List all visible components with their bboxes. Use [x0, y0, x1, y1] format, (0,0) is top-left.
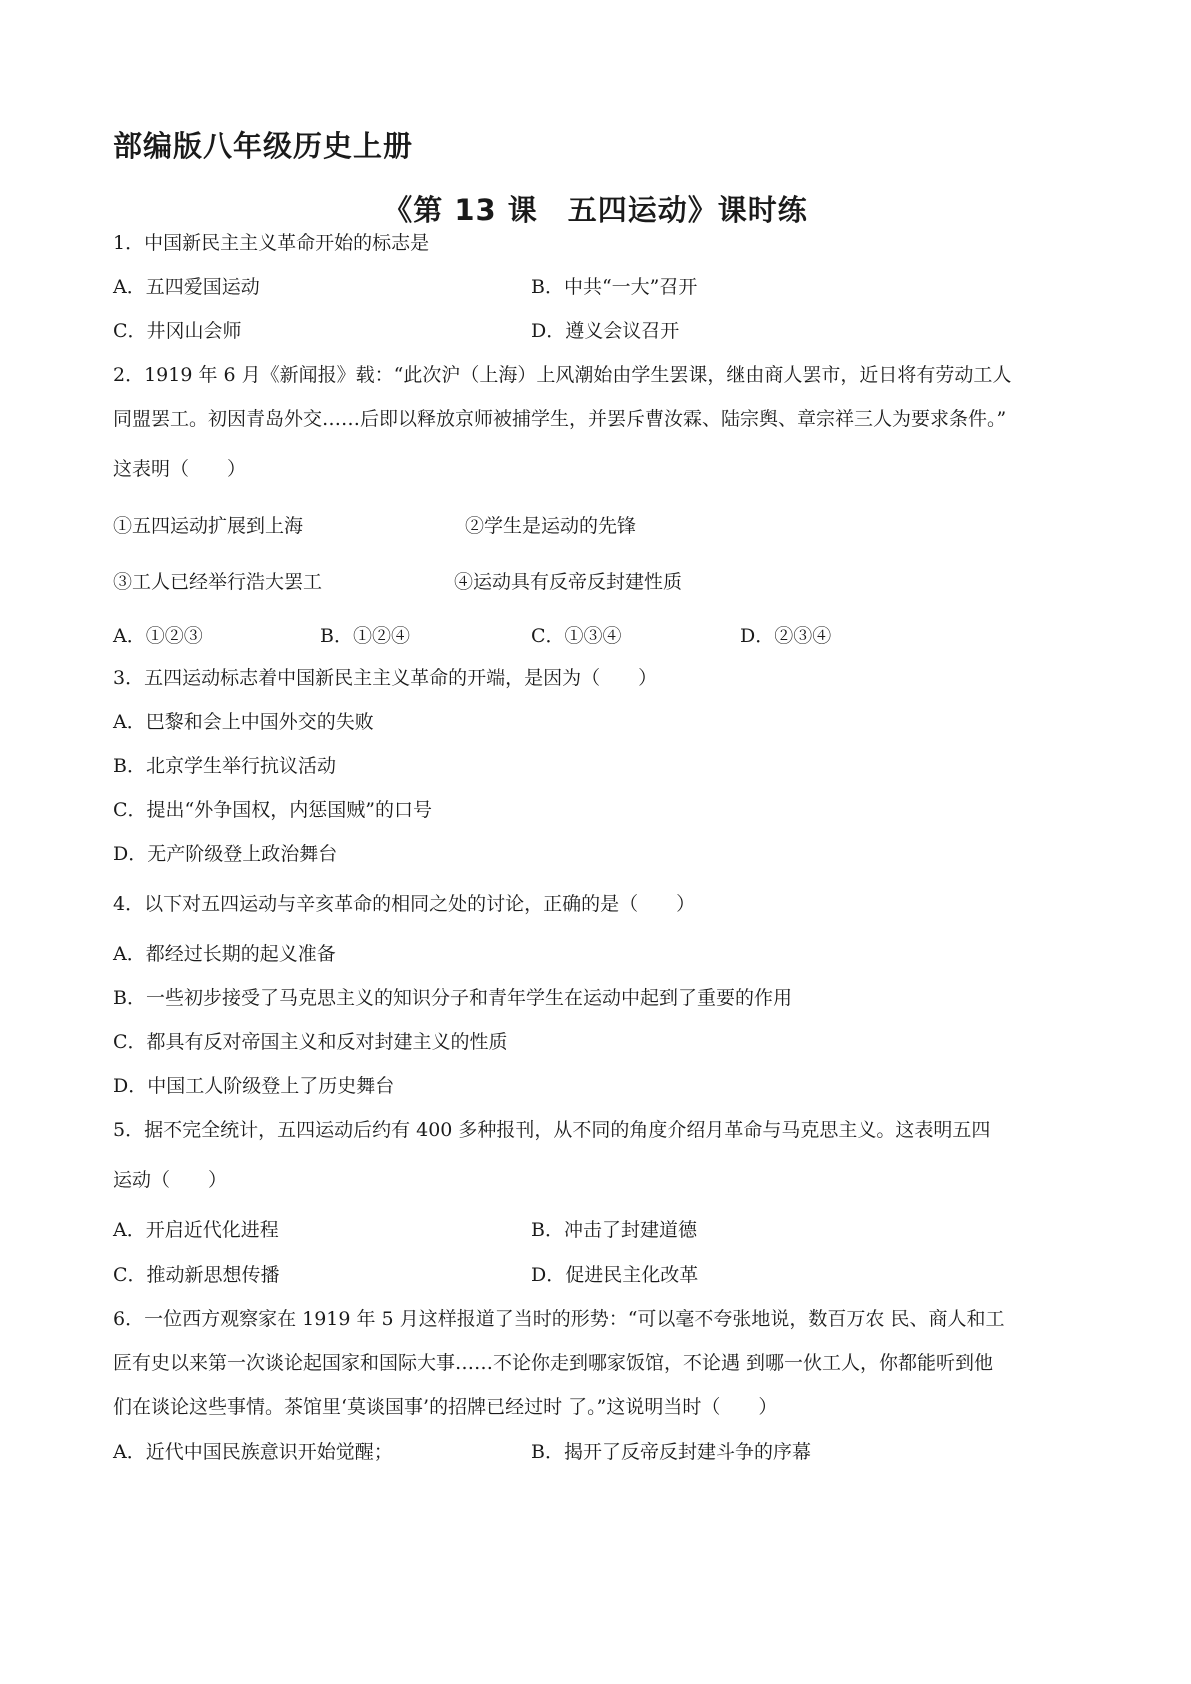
question-4-option-b: B．一些初步接受了马克思主义的知识分子和青年学生在运动中起到了重要的作用 — [113, 987, 792, 1009]
question-4-option-d: D．中国工人阶级登上了历史舞台 — [113, 1075, 395, 1097]
question-3-option-c: C．提出“外争国权，内惩国贼”的口号 — [113, 799, 432, 821]
question-2-option-a: A．①②③ — [113, 625, 203, 647]
question-2-option-d: D．②③④ — [740, 625, 832, 647]
page-title: 《第 13 课 五四运动》课时练 — [383, 193, 808, 227]
question-4-option-c: C．都具有反对帝国主义和反对封建主义的性质 — [113, 1031, 508, 1053]
question-2-statement-1: ①五四运动扩展到上海 — [113, 515, 304, 537]
question-5-stem-line-2: 运动（ ） — [113, 1169, 228, 1191]
question-2-stem-line-2: 同盟罢工。初因青岛外交……后即以释放京师被捕学生，并罢斥曹汝霖、陆宗舆、章宗祥三人为要求条件。” — [113, 408, 1007, 430]
question-4-stem: 4．以下对五四运动与辛亥革命的相同之处的讨论，正确的是（ ） — [113, 893, 696, 915]
question-5-option-a: A．开启近代化进程 — [113, 1219, 279, 1241]
question-2-statement-2: ②学生是运动的先锋 — [465, 515, 637, 537]
question-2-option-c: C．①③④ — [531, 625, 622, 647]
question-2-option-b: B．①②④ — [320, 625, 410, 647]
question-6-stem-line-3: 们在谈论这些事情。茶馆里‘莫谈国事’的招牌已经过时 了。”这说明当时（ ） — [113, 1396, 778, 1418]
question-5-stem-line-1: 5．据不完全统计，五四运动后约有 400 多种报刊，从不同的角度介绍月革命与马克思主义。这表明五四 — [113, 1119, 991, 1141]
question-3-option-d: D．无产阶级登上政治舞台 — [113, 843, 338, 865]
question-3-stem: 3．五四运动标志着中国新民主主义革命的开端，是因为（ ） — [113, 667, 658, 689]
question-6-option-b: B．揭开了反帝反封建斗争的序幕 — [531, 1441, 811, 1463]
series-heading: 部编版八年级历史上册 — [113, 129, 414, 163]
question-2-stem-line-3: 这表明（ ） — [113, 458, 247, 480]
question-1-option-a: A．五四爱国运动 — [113, 276, 260, 298]
question-3-option-b: B．北京学生举行抗议活动 — [113, 755, 336, 777]
question-4-option-a: A．都经过长期的起义准备 — [113, 943, 336, 965]
question-3-option-a: A．巴黎和会上中国外交的失败 — [113, 711, 374, 733]
question-2-stem-line-1: 2．1919 年 6 月《新闻报》载：“此次沪（上海）上风潮始由学生罢课，继由商人罢市，近日将有劳动工人 — [113, 364, 1012, 386]
question-1-option-c: C．井冈山会师 — [113, 320, 242, 342]
question-1-stem: 1．中国新民主主义革命开始的标志是 — [113, 232, 430, 254]
question-2-statement-3: ③工人已经举行浩大罢工 — [113, 571, 323, 593]
question-6-stem-line-1: 6．一位西方观察家在 1919 年 5 月这样报道了当时的形势：“可以毫不夸张地说，数百万农 民、商人和工 — [113, 1308, 1005, 1330]
question-5-option-c: C．推动新思想传播 — [113, 1264, 280, 1286]
question-1-option-b: B．中共“一大”召开 — [531, 276, 698, 298]
question-5-option-b: B．冲击了封建道德 — [531, 1219, 697, 1241]
question-2-statement-4: ④运动具有反帝反封建性质 — [454, 571, 683, 593]
question-5-option-d: D．促进民主化改革 — [531, 1264, 699, 1286]
question-1-option-d: D．遵义会议召开 — [531, 320, 680, 342]
question-6-stem-line-2: 匠有史以来第一次谈论起国家和国际大事……不论你走到哪家饭馆，不论遇 到哪一伙工人，你都能听到他 — [113, 1352, 994, 1374]
question-6-option-a: A．近代中国民族意识开始觉醒； — [113, 1441, 393, 1463]
